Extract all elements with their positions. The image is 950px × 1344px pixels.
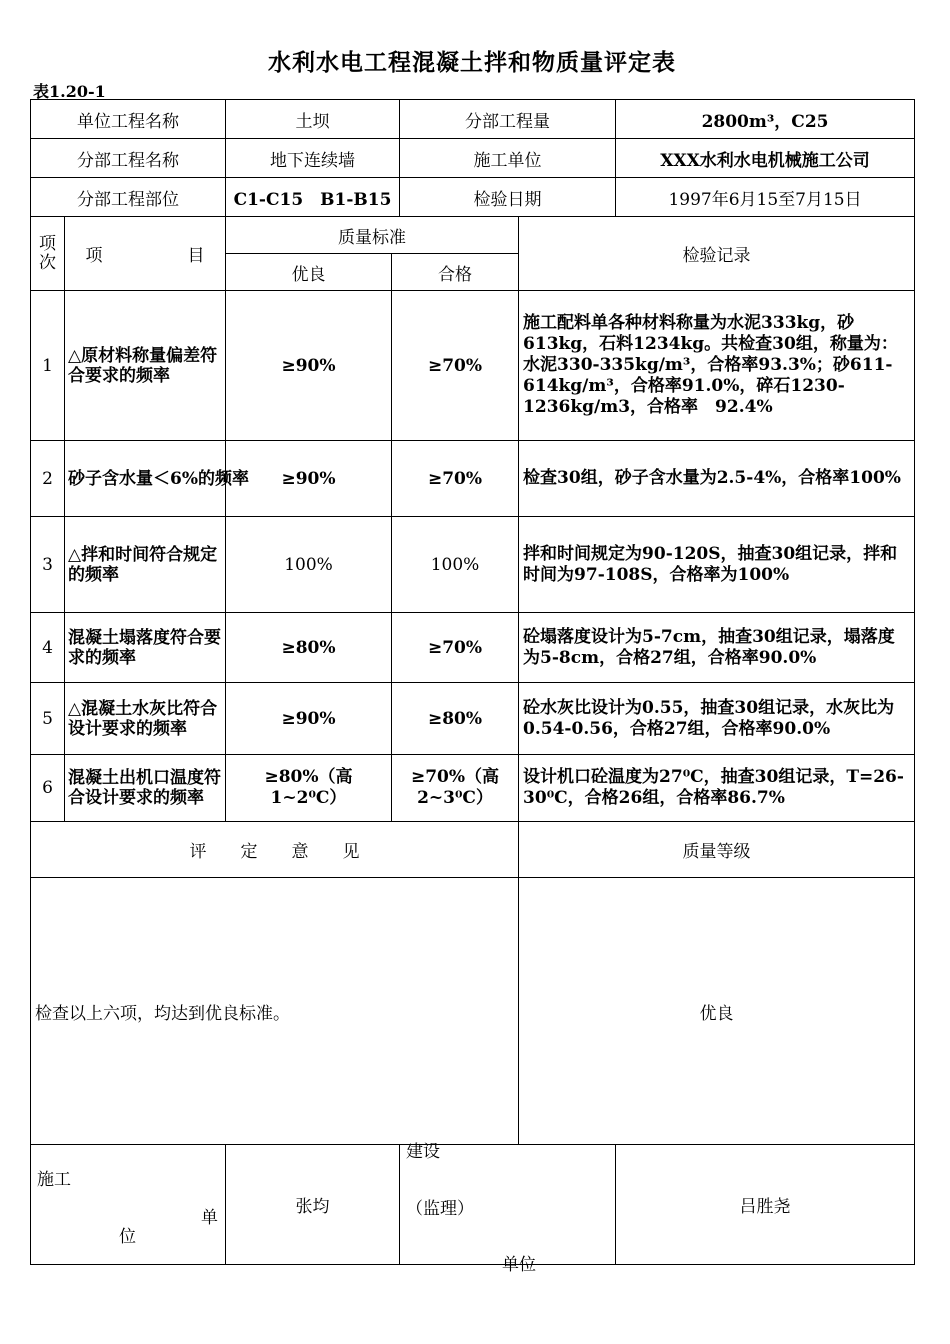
supervisor-line1: 建设 (406, 1142, 441, 1162)
row-item: 砂子含水量＜6%的频率 (65, 441, 226, 517)
table-row (31, 683, 915, 755)
row-number: 3 (31, 517, 65, 613)
seq-header-text: 项次 (39, 233, 56, 273)
row-excellent: 100% (226, 517, 392, 613)
supervisor-line2: （监理） (406, 1199, 475, 1219)
construction-line1: 施工 (37, 1170, 71, 1190)
row-excellent: ≥80% (226, 613, 392, 683)
row-qualified: ≥70%（高2~3⁰C） (392, 755, 519, 822)
row-item: △原材料称量偏差符合要求的频率 (65, 291, 226, 441)
form-title: 水利水电工程混凝土拌和物质量评定表 (268, 49, 676, 76)
row-qualified: 100% (392, 517, 519, 613)
row-record: 砼水灰比设计为0.55，抽查30组记录，水灰比为0.54-0.56，合格27组，合格率90.0% (519, 683, 915, 755)
grade-label: 质量等级 (519, 822, 915, 878)
construction-line3: 位 (119, 1227, 136, 1247)
row-qualified: ≥70% (392, 441, 519, 517)
quality-evaluation-table (30, 99, 915, 1275)
supervisor-person: 吕胜尧 (616, 1145, 915, 1265)
sub-quantity-value: 2800m³，C25 (616, 100, 915, 139)
grade-value: 优良 (519, 878, 915, 1145)
form-code: 表1.20-1 (33, 82, 106, 101)
row-number: 4 (31, 613, 65, 683)
table-row (31, 441, 915, 517)
sub-name-label: 分部工程名称 (31, 139, 226, 178)
item-header (65, 217, 226, 291)
row-record: 设计机口砼温度为27⁰C，抽查30组记录，T=26-30⁰C，合格26组，合格率86.7% (519, 755, 915, 822)
row-number: 1 (31, 291, 65, 441)
table-row (31, 755, 915, 822)
opinion-label-text: 评 定 意 见 (189, 842, 360, 862)
record-header: 检验记录 (519, 217, 915, 291)
construction-person: 张均 (226, 1145, 400, 1265)
sub-location-label: 分部工程部位 (31, 178, 226, 217)
unit-project-value: 土坝 (226, 100, 400, 139)
row-record: 检查30组，砂子含水量为2.5-4%，合格率100% (519, 441, 915, 517)
sub-quantity-label: 分部工程量 (400, 100, 616, 139)
row-excellent: ≥90% (226, 291, 392, 441)
unit-project-label: 单位工程名称 (31, 100, 226, 139)
row-number: 2 (31, 441, 65, 517)
construction-unit-label (31, 1145, 226, 1265)
supervisor-unit-label (400, 1142, 616, 1275)
row-qualified: ≥80% (392, 683, 519, 755)
contractor-label: 施工单位 (400, 139, 616, 178)
excellent-header: 优良 (226, 254, 392, 291)
opinion-text: 检查以上六项，均达到优良标准。 (31, 878, 519, 1145)
row-excellent: ≥90% (226, 683, 392, 755)
row-excellent: ≥90% (226, 441, 392, 517)
row-record: 拌和时间规定为90-120S，抽查30组记录，拌和时间为97-108S，合格率为100% (519, 517, 915, 613)
row-excellent: ≥80%（高1~2⁰C） (226, 755, 392, 822)
supervisor-line3: 单位 (502, 1255, 537, 1275)
sub-name-value: 地下连续墙 (226, 139, 400, 178)
qualified-header: 合格 (392, 254, 519, 291)
contractor-value: XXX水利水电机械施工公司 (616, 139, 915, 178)
row-item: △拌和时间符合规定的频率 (65, 517, 226, 613)
row-record: 砼塌落度设计为5-7cm，抽查30组记录，塌落度为5-8cm，合格27组，合格率90.0% (519, 613, 915, 683)
standard-header: 质量标准 (226, 217, 519, 254)
table-row (31, 517, 915, 613)
item-header-text: 项 目 (85, 246, 205, 266)
row-number: 5 (31, 683, 65, 755)
inspect-date-label: 检验日期 (400, 178, 616, 217)
row-item: 混凝土出机口温度符合设计要求的频率 (65, 755, 226, 822)
construction-line2: 单 (201, 1208, 218, 1228)
sub-location-value: C1-C15 B1-B15 (226, 178, 400, 217)
row-record: 施工配料单各种材料称量为水泥333kg，砂613kg，石料1234kg。共检查30组，称量为：水泥330-335kg/m³，合格率93.3%；砂611-614kg/m³，合格率91.0%，碎石1230-1236kg/m3，合格率 92.4% (519, 291, 915, 441)
row-item: △混凝土水灰比符合设计要求的频率 (65, 683, 226, 755)
row-qualified: ≥70% (392, 613, 519, 683)
row-number: 6 (31, 755, 65, 822)
table-row (31, 291, 915, 441)
opinion-label (31, 822, 519, 878)
seq-header (31, 217, 65, 291)
row-qualified: ≥70% (392, 291, 519, 441)
table-row (31, 613, 915, 683)
inspect-date-value: 1997年6月15至7月15日 (616, 178, 915, 217)
row-item: 混凝土塌落度符合要求的频率 (65, 613, 226, 683)
